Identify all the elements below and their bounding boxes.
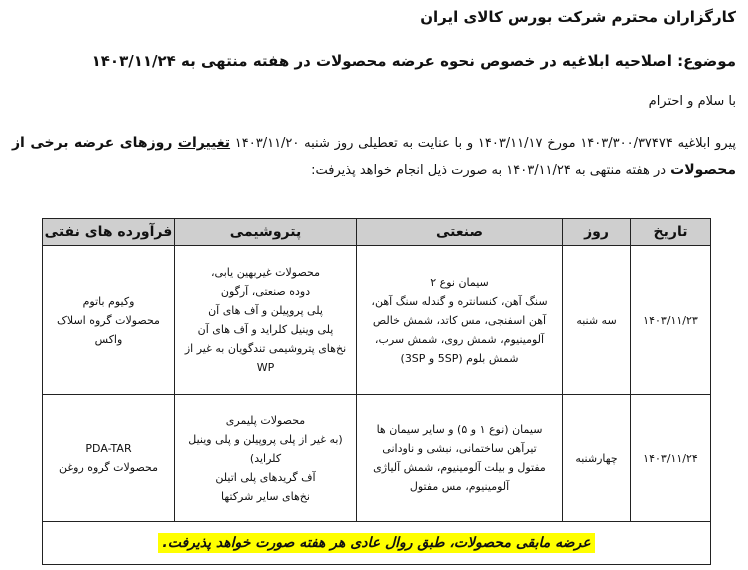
- row-petrochemical-products: [175, 246, 357, 395]
- subject-line: موضوع: اصلاحیه ابلاغیه در خصوص نحوه عرضه محصولات در هفته منتهی به ۱۴۰۳/۱۱/۲۴: [91, 52, 736, 70]
- row-day: سه شنبه: [563, 246, 631, 395]
- product-line: سیمان (نوع ۱ و ۵) و سایر سیمان ها: [376, 423, 543, 436]
- product-line: (به غیر از پلی پروپیلن و پلی وینیل: [188, 432, 343, 446]
- product-line: محصولات پلیمری: [225, 413, 306, 427]
- product-line: پلی پروپیلن و آف های آن: [208, 304, 323, 317]
- product-line: آهن اسفنجی، مس کاتد، شمش خالص: [372, 313, 547, 327]
- row-oil-products: [43, 395, 175, 522]
- row-date: ۱۴۰۳/۱۱/۲۳: [631, 246, 711, 395]
- header-day: روز: [563, 219, 631, 246]
- product-line: آلومینیوم، مس مفتول: [409, 480, 510, 493]
- body-part-2: در هفته منتهی به ۱۴۰۳/۱۱/۲۴ به صورت ذیل انجام خواهد پذیرفت:: [311, 163, 671, 178]
- body-bold-phrase: روزهای عرضه برخی از محصولات: [12, 135, 736, 178]
- product-line: محصولات گروه اسلاک: [57, 313, 160, 327]
- product-line: WP: [256, 361, 275, 374]
- product-line: محصولات غیربهین یابی،: [211, 266, 320, 279]
- addressee: کارگزاران محترم شرکت بورس کالای ایران: [420, 8, 736, 26]
- product-line: نخ‌های پتروشیمی تندگویان به غیر از: [184, 342, 347, 355]
- header-date: تاریخ: [631, 219, 711, 246]
- offering-schedule-table: [42, 218, 711, 565]
- product-line: آلومینیوم، شمش روی، شمش سرب،: [374, 332, 545, 346]
- product-line: پلی وینیل کلراید و آف های آن: [197, 323, 334, 336]
- header-oil-products: فرآورده های نفتی: [43, 219, 175, 246]
- product-line: آف گریدهای پلی اتیلن: [215, 470, 316, 484]
- product-line: سنگ آهن، کنسانتره و گندله سنگ آهن،: [371, 294, 548, 308]
- greeting: با سلام و احترام: [648, 94, 736, 109]
- row-day: چهارشنبه: [563, 395, 631, 522]
- product-line: دوده صنعتی، آرگون: [220, 285, 311, 298]
- table-row: [43, 395, 711, 522]
- row-industrial-products: [357, 395, 563, 522]
- product-line: محصولات گروه روغن: [59, 461, 158, 474]
- product-line: وکیوم باتوم: [82, 294, 135, 308]
- row-industrial-products: [357, 246, 563, 395]
- table-row: [43, 246, 711, 395]
- row-date: ۱۴۰۳/۱۱/۲۴: [631, 395, 711, 522]
- product-line: واکس: [94, 332, 123, 346]
- header-petrochemical: پتروشیمی: [175, 219, 357, 246]
- row-oil-products: [43, 246, 175, 395]
- body-paragraph: [12, 130, 736, 184]
- table-footer-row: [43, 522, 711, 565]
- body-part-1: پیرو ابلاغیه ۱۴۰۳/۳۰۰/۳۷۴۷۴ مورخ ۱۴۰۳/۱۱/۱۷ و با عنایت به تعطیلی روز شنبه ۱۴۰۳/۱۱/۲۰: [230, 136, 737, 151]
- product-line: سیمان نوع ۲: [430, 275, 489, 289]
- body-changes-word: تغییرات: [177, 135, 231, 151]
- footer-note: عرضه مابقی محصولات، طبق روال عادی هر هفته صورت خواهد پذیرفت.: [158, 533, 594, 553]
- header-industrial: صنعتی: [357, 219, 563, 246]
- product-line: کلراید): [249, 451, 282, 465]
- table-header-row: [43, 219, 711, 246]
- product-line: مفتول و بیلت آلومینیوم، شمش آلیاژی: [373, 461, 546, 474]
- product-line: PDA-TAR: [85, 442, 132, 455]
- product-line: شمش بلوم (5SP و 3SP): [400, 351, 519, 365]
- row-petrochemical-products: [175, 395, 357, 522]
- product-line: تیرآهن ساختمانی، نبشی و ناودانی: [382, 442, 537, 455]
- product-line: نخ‌های سایر شرکتها: [221, 489, 310, 503]
- footer-cell: [43, 522, 711, 565]
